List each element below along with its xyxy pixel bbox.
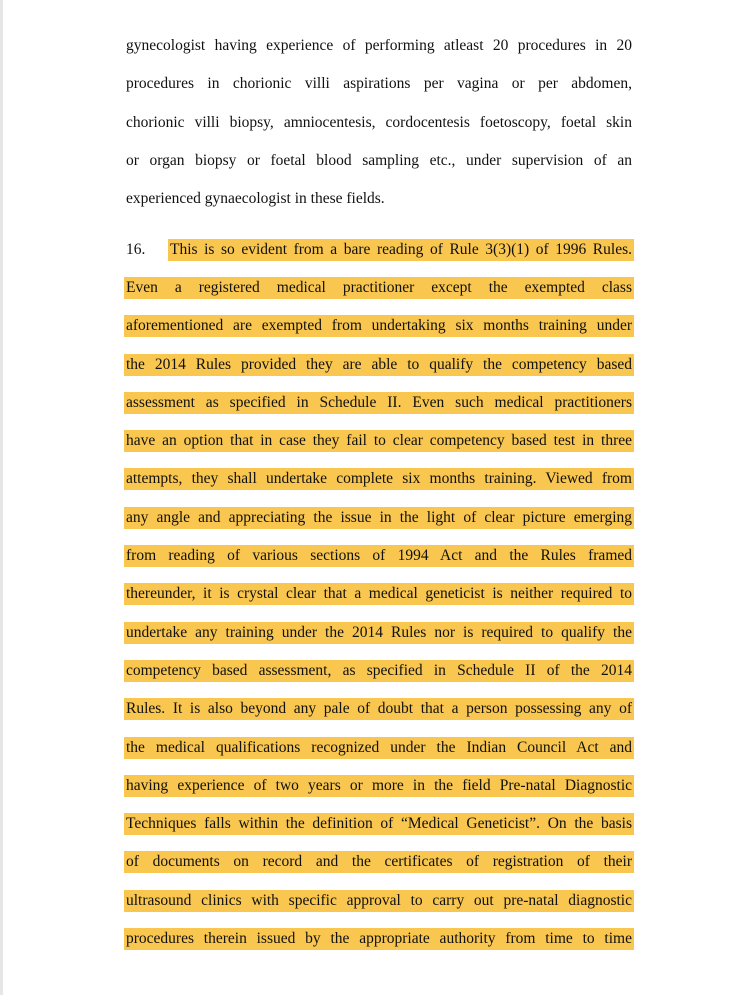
highlighted-line-13: Rules. It is also beyond any pale of doubt that a person possessing any of [126,700,632,717]
highlighted-line-15: having experience of two years or more in the field Pre-natal Diagnostic [126,777,632,794]
highlighted-line-6: have an option that in case they fail to clear competency based test in three [126,432,632,449]
intro-line-4: or organ biopsy or foetal blood sampling etc., under supervision of an [126,152,632,169]
highlighted-line-19: procedures therein issued by the appropriate authority from time to time [126,930,632,947]
highlighted-line-17: of documents on record and the certificates of registration of their [126,853,632,870]
highlighted-line-16: Techniques falls within the definition of “Medical Geneticist”. On the basis [126,815,632,832]
intro-line-1: gynecologist having experience of performing atleast 20 procedures in 20 [126,37,632,54]
highlighted-line-10: thereunder, it is crystal clear that a medical geneticist is neither required to [126,585,632,602]
intro-line-5: experienced gynaecologist in these fields. [126,190,385,207]
highlighted-line-12: competency based assessment, as specified in Schedule II of the 2014 [126,662,632,679]
highlighted-line-3: aforementioned are exempted from undertaking six months training under [126,317,632,334]
intro-line-3: chorionic villi biopsy, amniocentesis, cordocentesis foetoscopy, foetal skin [126,114,632,131]
highlighted-line-5: assessment as specified in Schedule II. Even such medical practitioners [126,394,632,411]
paragraph-number: 16. [126,241,146,258]
intro-line-2: procedures in chorionic villi aspirations per vagina or per abdomen, [126,75,632,92]
page-left-edge [0,0,3,995]
highlighted-line-9: from reading of various sections of 1994 Act and the Rules framed [126,547,632,564]
highlighted-line-8: any angle and appreciating the issue in the light of clear picture emerging [126,509,632,526]
highlighted-line-11: undertake any training under the 2014 Rules nor is required to qualify the [126,624,632,641]
highlighted-line-14: the medical qualifications recognized under the Indian Council Act and [126,739,632,756]
highlighted-line-7: attempts, they shall undertake complete six months training. Viewed from [126,470,632,487]
highlighted-line-4: the 2014 Rules provided they are able to qualify the competency based [126,356,632,373]
highlighted-line-18: ultrasound clinics with specific approval to carry out pre-natal diagnostic [126,892,632,909]
highlighted-line-1: This is so evident from a bare reading of Rule 3(3)(1) of 1996 Rules. [170,241,632,258]
highlighted-line-2: Even a registered medical practitioner except the exempted class [126,279,632,296]
